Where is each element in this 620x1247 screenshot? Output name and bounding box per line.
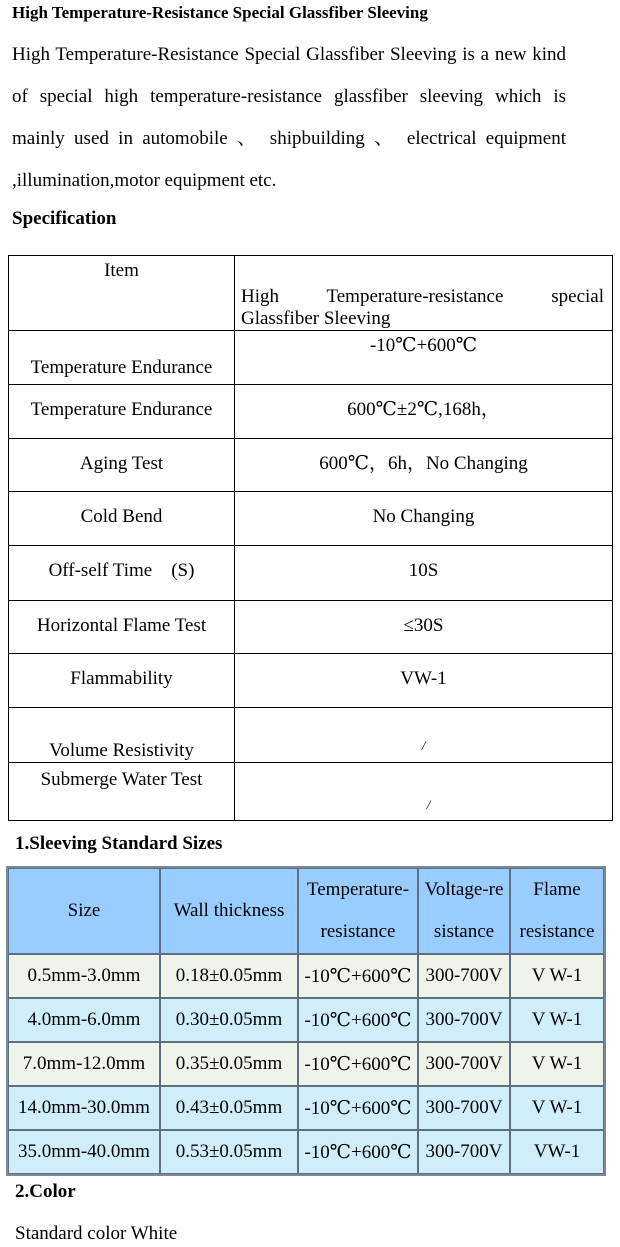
cell-wall-thickness: 0.43±0.05mm xyxy=(160,1086,298,1130)
column-header-flame-resistance: Flame resistance xyxy=(510,868,604,954)
cell-temperature-resistance: -10℃+600℃ xyxy=(298,1086,418,1130)
spec-value: -10℃+600℃ xyxy=(235,331,613,385)
column-header-size: Size xyxy=(8,868,160,954)
spec-value: No Changing xyxy=(235,492,613,546)
table-row xyxy=(8,1130,604,1174)
spec-item: Temperature Endurance xyxy=(9,331,235,385)
page-title: High Temperature-Resistance Special Glassfiber Sleeving xyxy=(12,3,428,22)
table-row xyxy=(9,439,613,492)
table-row xyxy=(9,601,613,654)
cell-voltage-resistance: 300-700V xyxy=(418,954,510,998)
color-text: Standard color White xyxy=(15,1223,178,1244)
spec-header-item: Item xyxy=(9,256,235,331)
cell-flame-resistance: V W-1 xyxy=(510,1042,604,1086)
table-row xyxy=(8,954,604,998)
column-header-wall-thickness: Wall thickness xyxy=(160,868,298,954)
table-row xyxy=(9,256,613,331)
table-row xyxy=(8,1042,604,1086)
cell-voltage-resistance: 300-700V xyxy=(418,1042,510,1086)
specification-table xyxy=(8,255,613,821)
sizes-table xyxy=(6,866,606,1176)
intro-paragraph: High Temperature-Resistance Special Glassfiber Sleeving is a new kind of special high temperature-resistance glassfiber sleeving which is mainly used in automobile 、 shipbuilding 、 electrical equipment ,illumination,motor equipment etc. xyxy=(12,44,566,191)
spec-value: 600℃，6h，No Changing xyxy=(235,439,613,492)
spec-item: Cold Bend xyxy=(9,492,235,546)
spec-item: Volume Resistivity xyxy=(9,708,235,763)
spec-value-slash: / xyxy=(426,797,431,812)
spec-value: ≤30S xyxy=(235,601,613,654)
cell-temperature-resistance: -10℃+600℃ xyxy=(298,954,418,998)
spec-value: VW-1 xyxy=(235,654,613,708)
column-header-voltage-resistance: Voltage-re sistance xyxy=(418,868,510,954)
table-row xyxy=(8,1086,604,1130)
cell-size: 4.0mm-6.0mm xyxy=(8,998,160,1042)
cell-temperature-resistance: -10℃+600℃ xyxy=(298,1042,418,1086)
table-row xyxy=(9,546,613,601)
spec-item: Temperature Endurance xyxy=(9,385,235,439)
table-header-row xyxy=(8,868,604,954)
specification-heading: Specification xyxy=(12,208,117,229)
cell-temperature-resistance: -10℃+600℃ xyxy=(298,1130,418,1174)
table-row xyxy=(9,492,613,546)
table-row xyxy=(8,998,604,1042)
table-row xyxy=(9,654,613,708)
table-row xyxy=(9,708,613,763)
cell-wall-thickness: 0.53±0.05mm xyxy=(160,1130,298,1174)
cell-size: 0.5mm-3.0mm xyxy=(8,954,160,998)
cell-flame-resistance: V W-1 xyxy=(510,998,604,1042)
spec-value: 10S xyxy=(235,546,613,601)
sizes-heading: 1.Sleeving Standard Sizes xyxy=(15,833,223,854)
table-row xyxy=(9,763,613,821)
cell-flame-resistance: V W-1 xyxy=(510,954,604,998)
cell-voltage-resistance: 300-700V xyxy=(418,1130,510,1174)
spec-value xyxy=(235,708,613,763)
table-row xyxy=(9,331,613,385)
cell-wall-thickness: 0.18±0.05mm xyxy=(160,954,298,998)
cell-size: 35.0mm-40.0mm xyxy=(8,1130,160,1174)
spec-header-product-line1: High Temperature-resistance special xyxy=(241,286,604,307)
cell-size: 14.0mm-30.0mm xyxy=(8,1086,160,1130)
cell-flame-resistance: V W-1 xyxy=(510,1086,604,1130)
spec-item: Aging Test xyxy=(9,439,235,492)
spec-item: Submerge Water Test xyxy=(9,763,235,821)
cell-voltage-resistance: 300-700V xyxy=(418,998,510,1042)
spec-item: Off-self Time (S) xyxy=(9,546,235,601)
spec-value-slash: / xyxy=(421,738,426,753)
cell-wall-thickness: 0.30±0.05mm xyxy=(160,998,298,1042)
column-header-temperature-resistance: Temperature- resistance xyxy=(298,868,418,954)
spec-value xyxy=(235,763,613,821)
table-row xyxy=(9,385,613,439)
spec-item: Horizontal Flame Test xyxy=(9,601,235,654)
spec-value: 600℃±2℃,168h， xyxy=(235,385,613,439)
spec-header-product-line2: Glassfiber Sleeving xyxy=(241,308,391,329)
color-heading: 2.Color xyxy=(15,1181,76,1202)
cell-wall-thickness: 0.35±0.05mm xyxy=(160,1042,298,1086)
cell-size: 7.0mm-12.0mm xyxy=(8,1042,160,1086)
cell-temperature-resistance: -10℃+600℃ xyxy=(298,998,418,1042)
cell-flame-resistance: VW-1 xyxy=(510,1130,604,1174)
spec-header-product xyxy=(235,256,613,331)
spec-item: Flammability xyxy=(9,654,235,708)
cell-voltage-resistance: 300-700V xyxy=(418,1086,510,1130)
